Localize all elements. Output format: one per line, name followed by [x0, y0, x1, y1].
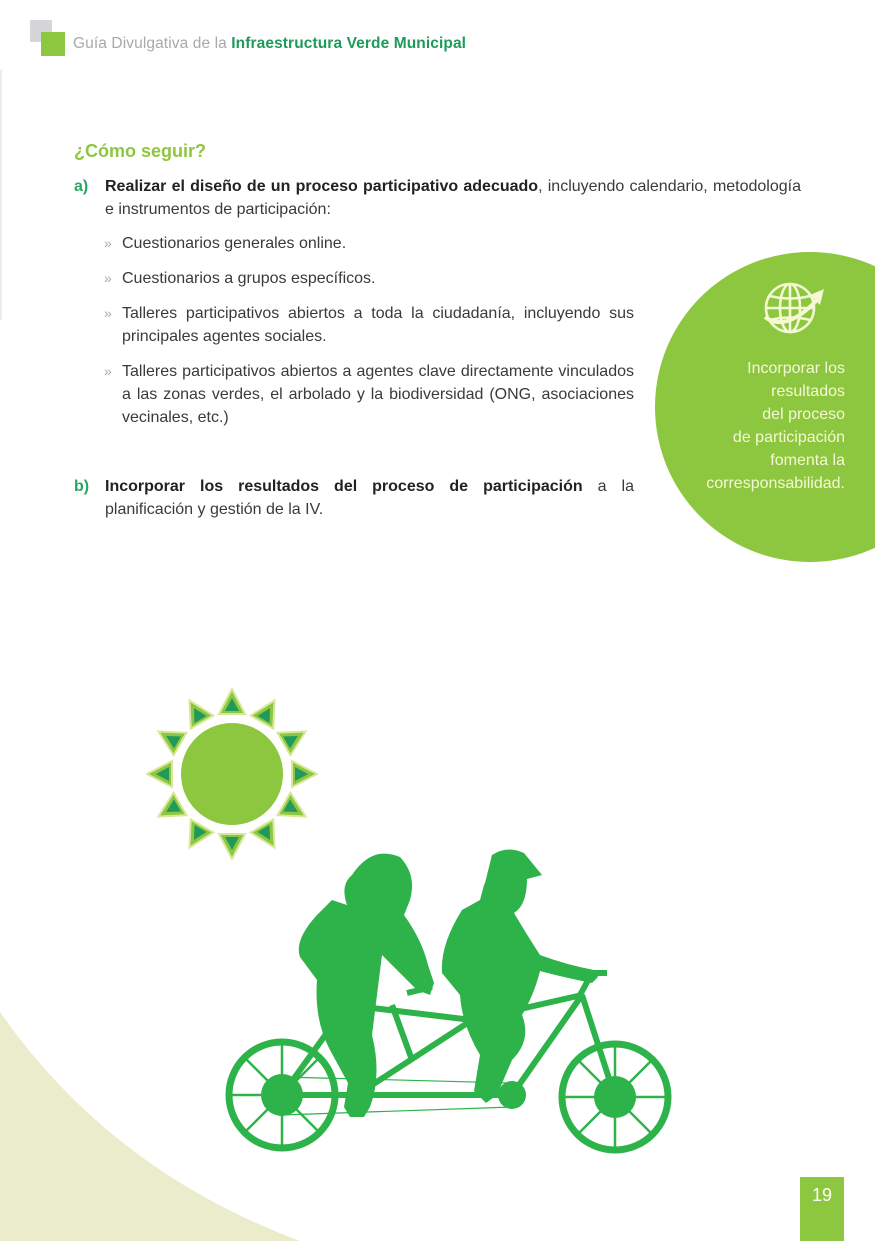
methods-bullet-list [104, 232, 634, 441]
tandem-bicycle-illustration [222, 845, 677, 1160]
item-bold-text: Realizar el diseño de un proceso participativo adecuado [105, 178, 539, 195]
sun-icon [146, 688, 318, 860]
chevron-double-right-icon: » [104, 363, 112, 379]
globe-arrow-icon [762, 277, 826, 339]
item-body [105, 475, 634, 521]
list-item-a [74, 175, 801, 221]
callout-text [645, 357, 845, 495]
callout-line: del proceso [762, 406, 845, 423]
item-marker: b) [74, 478, 90, 495]
callout-line: resultados [771, 383, 845, 400]
list-item-b [74, 475, 634, 521]
item-text: , incluyendo calendario, metodología e instrumentos de participación: [105, 178, 802, 218]
bullet-text: Cuestionarios generales online. [122, 235, 347, 252]
bullet-item [104, 360, 634, 429]
item-text: a la planificación y gestión de la IV. [105, 478, 635, 518]
callout-line: Incorporar los [747, 360, 845, 377]
logo-squares-icon [30, 20, 66, 56]
callout-line: de participación [732, 429, 845, 446]
header-title [73, 35, 466, 53]
callout-line: fomenta la [770, 452, 845, 469]
bullet-item [104, 267, 634, 290]
item-body [105, 175, 801, 221]
page-header [30, 20, 630, 60]
chevron-double-right-icon: » [104, 235, 112, 251]
header-title-accent: Infraestructura Verde Municipal [231, 35, 467, 52]
item-bold-text: Incorporar los resultados del proceso de participación [105, 478, 583, 495]
section-title: ¿Cómo seguir? [74, 141, 207, 161]
bullet-item [104, 232, 634, 255]
callout-line: corresponsabilidad. [706, 475, 845, 492]
item-marker: a) [74, 178, 89, 195]
bullet-text: Talleres participativos abiertos a toda la ciudadanía, incluyendo sus principales agentes sociales. [122, 305, 634, 345]
chevron-double-right-icon: » [104, 270, 112, 286]
bullet-text: Cuestionarios a grupos específicos. [122, 270, 376, 287]
page-edge-line [0, 70, 2, 320]
header-title-prefix: Guía Divulgativa de la [73, 35, 227, 52]
chevron-double-right-icon: » [104, 305, 112, 321]
page-number: 19 [800, 1177, 844, 1241]
bullet-item [104, 302, 634, 348]
bullet-text: Talleres participativos abiertos a agentes clave directamente vinculados a las zonas verdes, el arbolado y la biodiversidad (ONG, asociaciones vecinales, etc.) [122, 363, 634, 426]
